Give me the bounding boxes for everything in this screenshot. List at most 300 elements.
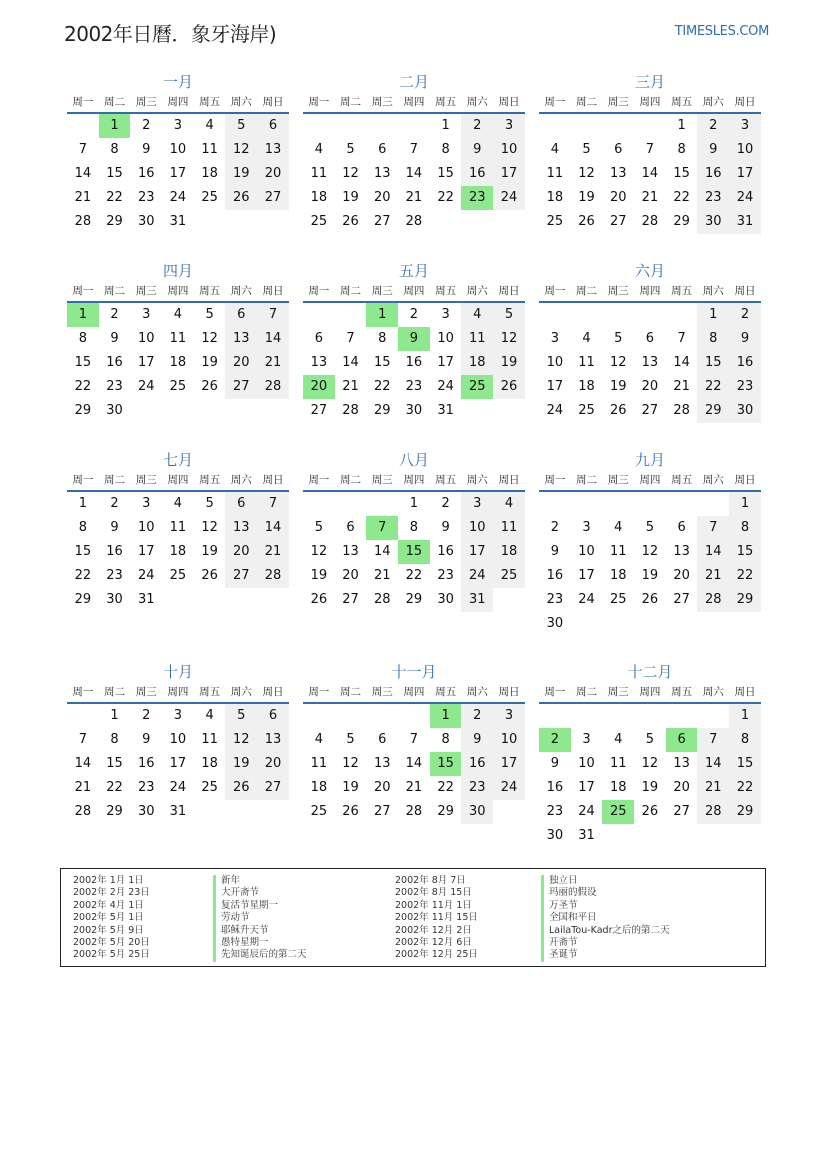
day-cell: 31	[169, 214, 187, 229]
day-cell: 30	[697, 210, 729, 234]
day-cell: 19	[225, 162, 257, 186]
day-cell: 6	[225, 303, 257, 327]
day-cell: 12	[342, 166, 359, 181]
day-cell: 23	[137, 190, 155, 205]
day-cell: 10	[461, 516, 493, 540]
day-cell: 11	[201, 732, 218, 747]
day-cell: 9	[461, 138, 493, 162]
weekday-label: 周四	[167, 686, 189, 698]
day-cell: 16	[137, 166, 155, 181]
day-cell: 21	[74, 780, 92, 795]
weekday-label: 周六	[466, 686, 488, 698]
day-cell: 17	[578, 780, 595, 795]
day-cell: 1	[78, 496, 87, 511]
month-name: 十二月	[627, 663, 673, 681]
day-cell: 9	[110, 520, 119, 535]
legend-holiday-name: 先知诞辰后的第二天	[213, 949, 307, 961]
day-cell: 15	[74, 355, 92, 370]
day-cell: 3	[582, 520, 591, 535]
day-cell: 18	[493, 540, 525, 564]
day-grid	[539, 492, 761, 636]
empty-cell	[303, 492, 335, 516]
day-cell: 5	[225, 114, 257, 138]
weekday-label: 周二	[576, 474, 598, 486]
empty-cell	[602, 492, 634, 516]
weekday-label: 周一	[72, 686, 94, 698]
day-cell: 31	[729, 210, 761, 234]
weekday-label: 周三	[371, 285, 393, 297]
day-cell: 7	[697, 728, 729, 752]
day-cell: 22	[106, 190, 123, 205]
day-cell: 24	[493, 186, 525, 210]
legend-holiday-name: 开斋节	[541, 937, 670, 949]
holiday-day-cell: 1	[430, 704, 462, 728]
empty-cell	[571, 303, 603, 327]
day-cell: 17	[169, 166, 187, 181]
empty-cell	[697, 492, 729, 516]
day-cell: 11	[310, 756, 328, 771]
weekday-label: 周五	[199, 285, 221, 297]
day-cell: 7	[257, 303, 289, 327]
day-cell: 1	[110, 708, 119, 723]
day-cell: 11	[201, 142, 218, 157]
weekday-label: 周二	[340, 686, 362, 698]
day-cell: 25	[169, 379, 187, 394]
day-cell: 29	[373, 403, 391, 418]
day-cell: 17	[546, 379, 564, 394]
day-cell: 10	[137, 520, 155, 535]
day-cell: 28	[697, 588, 729, 612]
day-cell: 29	[729, 588, 761, 612]
day-cell: 21	[342, 379, 359, 394]
day-cell: 7	[257, 492, 289, 516]
day-cell: 15	[106, 756, 123, 771]
day-cell: 4	[314, 142, 323, 157]
day-cell: 26	[201, 568, 218, 583]
legend-date: 2002年 8月 15日	[395, 887, 472, 899]
day-cell: 7	[346, 331, 355, 346]
weekday-label: 周六	[230, 285, 252, 297]
day-cell: 18	[578, 379, 595, 394]
day-cell: 21	[405, 190, 423, 205]
weekday-header	[67, 682, 289, 704]
legend-holiday-name: 复活节星期一	[213, 900, 307, 912]
day-cell: 31	[137, 592, 155, 607]
month-block	[539, 72, 761, 234]
day-cell: 25	[201, 190, 218, 205]
legend-date: 2002年 5月 9日	[73, 924, 144, 936]
weekday-label: 周三	[607, 285, 629, 297]
day-cell: 31	[437, 403, 454, 418]
day-cell: 9	[550, 544, 559, 559]
day-cell: 4	[614, 520, 623, 535]
day-cell: 18	[609, 780, 627, 795]
day-cell: 19	[225, 752, 257, 776]
day-cell: 19	[641, 780, 659, 795]
day-cell: 20	[342, 568, 359, 583]
page-title: 2002年日曆．象牙海岸)	[64, 22, 277, 46]
day-cell: 22	[373, 379, 391, 394]
day-cell: 15	[697, 351, 729, 375]
day-cell: 14	[257, 327, 289, 351]
weekday-label: 周六	[230, 474, 252, 486]
weekday-label: 周四	[167, 96, 189, 108]
weekday-label: 周六	[466, 474, 488, 486]
weekday-label: 周四	[403, 474, 425, 486]
day-cell: 11	[169, 331, 187, 346]
legend-holiday-name: 万圣节	[541, 900, 670, 912]
day-cell: 8	[697, 327, 729, 351]
day-cell: 11	[310, 166, 328, 181]
weekday-label: 周四	[167, 285, 189, 297]
day-cell: 17	[437, 355, 454, 370]
day-cell: 21	[373, 568, 391, 583]
day-cell: 10	[578, 756, 595, 771]
day-cell: 26	[201, 379, 218, 394]
month-name: 一月	[162, 73, 193, 91]
day-grid	[67, 492, 289, 612]
day-cell: 24	[461, 564, 493, 588]
day-cell: 21	[257, 351, 289, 375]
day-cell: 26	[641, 804, 659, 819]
day-cell: 27	[257, 776, 289, 800]
legend-holiday-name: 独立日	[541, 875, 670, 887]
day-cell: 29	[74, 592, 92, 607]
day-cell: 6	[645, 331, 655, 346]
day-cell: 4	[550, 142, 559, 157]
weekday-label: 周日	[498, 285, 520, 297]
weekday-label: 周六	[466, 96, 488, 108]
day-cell: 3	[461, 492, 493, 516]
day-cell: 29	[106, 804, 123, 819]
day-cell: 30	[461, 800, 493, 824]
day-cell: 24	[578, 592, 595, 607]
day-cell: 14	[342, 355, 359, 370]
day-cell: 24	[169, 780, 187, 795]
weekday-header	[539, 281, 761, 303]
weekday-label: 周五	[671, 686, 693, 698]
day-cell: 21	[405, 780, 423, 795]
day-cell: 15	[673, 166, 690, 181]
day-cell: 12	[609, 355, 627, 370]
day-cell: 23	[405, 379, 423, 394]
day-cell: 8	[110, 142, 119, 157]
month-name: 九月	[634, 451, 665, 469]
site-link[interactable]: TIMESLES.COM	[674, 24, 769, 39]
empty-cell	[539, 704, 571, 728]
holiday-day-cell: 9	[398, 327, 430, 351]
weekday-header	[303, 92, 525, 114]
legend-holiday-name: 新年	[213, 875, 307, 887]
day-cell: 22	[729, 776, 761, 800]
day-cell: 9	[110, 331, 119, 346]
day-cell: 25	[578, 403, 595, 418]
day-cell: 5	[346, 142, 355, 157]
empty-cell	[67, 704, 99, 728]
day-cell: 22	[673, 190, 690, 205]
month-name: 六月	[634, 262, 665, 280]
empty-cell	[602, 704, 634, 728]
legend-date: 2002年 2月 23日	[73, 887, 150, 899]
day-cell: 23	[137, 780, 155, 795]
day-cell: 21	[697, 776, 729, 800]
day-cell: 13	[257, 138, 289, 162]
day-grid	[67, 114, 289, 234]
day-grid	[539, 704, 761, 848]
day-cell: 13	[609, 166, 627, 181]
weekday-label: 周一	[308, 96, 330, 108]
day-cell: 29	[729, 800, 761, 824]
day-cell: 7	[645, 142, 655, 157]
empty-cell	[303, 114, 335, 138]
day-cell: 6	[614, 142, 623, 157]
day-cell: 29	[437, 804, 454, 819]
weekday-label: 周六	[702, 285, 724, 297]
day-cell: 14	[74, 756, 92, 771]
empty-cell	[666, 492, 698, 516]
day-cell: 18	[310, 190, 328, 205]
day-cell: 30	[546, 828, 564, 843]
empty-cell	[366, 704, 398, 728]
weekday-label: 周五	[199, 686, 221, 698]
month-block	[539, 261, 761, 423]
day-cell: 6	[378, 732, 387, 747]
month-block	[67, 72, 289, 234]
day-cell: 30	[137, 804, 155, 819]
day-cell: 10	[546, 355, 564, 370]
empty-cell	[634, 704, 666, 728]
empty-cell	[366, 114, 398, 138]
weekday-label: 周日	[262, 686, 284, 698]
day-cell: 9	[441, 520, 450, 535]
day-cell: 28	[405, 804, 423, 819]
weekday-label: 周四	[403, 285, 425, 297]
day-cell: 7	[697, 516, 729, 540]
weekday-label: 周一	[308, 285, 330, 297]
day-cell: 22	[106, 780, 123, 795]
day-grid	[303, 303, 525, 423]
day-cell: 24	[546, 403, 564, 418]
empty-cell	[303, 704, 335, 728]
weekday-label: 周日	[262, 285, 284, 297]
month-block	[539, 450, 761, 636]
day-cell: 31	[578, 828, 595, 843]
day-cell: 19	[201, 544, 218, 559]
legend-holiday-name: 劳动节	[213, 912, 307, 924]
day-cell: 31	[461, 588, 493, 612]
day-cell: 24	[729, 186, 761, 210]
day-cell: 12	[641, 544, 659, 559]
day-cell: 13	[373, 166, 391, 181]
day-cell: 28	[697, 800, 729, 824]
day-cell: 13	[641, 355, 659, 370]
day-cell: 13	[225, 516, 257, 540]
legend-holiday-name: 玛丽的假设	[541, 887, 670, 899]
empty-cell	[697, 704, 729, 728]
day-cell: 15	[74, 544, 92, 559]
day-grid	[67, 303, 289, 423]
day-cell: 8	[441, 142, 450, 157]
month-name: 七月	[162, 451, 193, 469]
day-cell: 28	[405, 214, 423, 229]
legend-holiday-name: 耶稣升天节	[213, 925, 307, 937]
holiday-day-cell: 25	[602, 800, 634, 824]
month-name: 四月	[162, 262, 193, 280]
day-cell: 26	[609, 403, 627, 418]
empty-cell	[634, 492, 666, 516]
day-cell: 11	[493, 516, 525, 540]
day-cell: 17	[493, 752, 525, 776]
day-cell: 24	[169, 190, 187, 205]
weekday-label: 周日	[734, 285, 756, 297]
weekday-label: 周日	[734, 686, 756, 698]
day-cell: 8	[441, 732, 450, 747]
legend-date: 2002年 1月 1日	[73, 875, 144, 886]
legend-left-dates	[73, 875, 150, 962]
day-cell: 1	[677, 118, 686, 133]
day-cell: 13	[225, 327, 257, 351]
legend-date: 2002年 11月 15日	[395, 912, 478, 924]
weekday-header	[539, 470, 761, 492]
day-cell: 2	[550, 520, 559, 535]
day-cell: 9	[142, 142, 151, 157]
empty-cell	[335, 492, 367, 516]
day-cell: 11	[169, 520, 187, 535]
day-cell: 13	[342, 544, 359, 559]
weekday-header	[539, 682, 761, 704]
day-cell: 6	[378, 142, 387, 157]
day-cell: 22	[729, 564, 761, 588]
day-cell: 28	[373, 592, 391, 607]
day-cell: 27	[225, 564, 257, 588]
weekday-label: 周四	[639, 474, 661, 486]
weekday-label: 周三	[371, 474, 393, 486]
day-cell: 19	[310, 568, 328, 583]
day-cell: 19	[609, 379, 627, 394]
weekday-label: 周二	[340, 96, 362, 108]
weekday-label: 周六	[230, 96, 252, 108]
holiday-day-cell: 15	[430, 752, 462, 776]
day-cell: 30	[546, 616, 564, 631]
weekday-label: 周二	[576, 285, 598, 297]
day-cell: 23	[729, 375, 761, 399]
day-cell: 17	[169, 756, 187, 771]
day-cell: 26	[578, 214, 595, 229]
day-cell: 17	[729, 162, 761, 186]
day-cell: 15	[729, 540, 761, 564]
day-cell: 6	[677, 520, 686, 535]
day-cell: 22	[437, 780, 454, 795]
month-block	[67, 662, 289, 824]
empty-cell	[303, 303, 335, 327]
day-cell: 28	[74, 214, 92, 229]
day-cell: 7	[78, 732, 87, 747]
weekday-label: 周一	[308, 686, 330, 698]
day-cell: 27	[373, 804, 391, 819]
day-cell: 8	[110, 732, 119, 747]
day-cell: 15	[106, 166, 123, 181]
day-cell: 23	[546, 592, 564, 607]
holiday-day-cell: 2	[539, 728, 571, 752]
day-cell: 8	[78, 331, 87, 346]
day-cell: 20	[673, 780, 690, 795]
day-cell: 16	[405, 355, 423, 370]
day-cell: 2	[110, 307, 119, 322]
weekday-label: 周一	[72, 474, 94, 486]
day-cell: 6	[346, 520, 355, 535]
legend-left-names	[213, 875, 307, 962]
day-cell: 7	[78, 142, 87, 157]
weekday-label: 周二	[104, 686, 126, 698]
weekday-label: 周二	[576, 96, 598, 108]
weekday-label: 周日	[734, 474, 756, 486]
day-cell: 20	[257, 752, 289, 776]
month-block	[303, 450, 525, 612]
day-cell: 1	[729, 704, 761, 728]
legend-holiday-name: 全国和平日	[541, 912, 670, 924]
legend-date: 2002年 5月 1日	[73, 912, 144, 924]
day-cell: 28	[342, 403, 359, 418]
day-cell: 2	[110, 496, 119, 511]
month-name: 二月	[398, 73, 429, 91]
day-cell: 30	[729, 399, 761, 423]
day-cell: 30	[437, 592, 454, 607]
day-cell: 12	[493, 327, 525, 351]
legend-right-dates	[395, 875, 478, 962]
day-cell: 16	[729, 351, 761, 375]
empty-cell	[602, 114, 634, 138]
day-cell: 15	[729, 752, 761, 776]
day-cell: 25	[546, 214, 564, 229]
day-cell: 16	[546, 568, 564, 583]
legend-date: 2002年 12月 6日	[395, 936, 472, 948]
weekday-label: 周二	[104, 96, 126, 108]
day-cell: 16	[137, 756, 155, 771]
weekday-header	[303, 682, 525, 704]
day-cell: 19	[201, 355, 218, 370]
empty-cell	[571, 704, 603, 728]
day-cell: 14	[405, 166, 423, 181]
day-grid	[539, 114, 761, 234]
weekday-label: 周二	[340, 285, 362, 297]
day-cell: 10	[729, 138, 761, 162]
holiday-legend	[60, 868, 766, 967]
day-cell: 23	[106, 568, 123, 583]
holiday-day-cell: 25	[461, 375, 493, 399]
weekday-label: 周四	[403, 96, 425, 108]
day-cell: 6	[257, 114, 289, 138]
weekday-label: 周五	[671, 96, 693, 108]
day-cell: 17	[578, 568, 595, 583]
weekday-label: 周日	[498, 686, 520, 698]
day-cell: 15	[437, 166, 454, 181]
day-cell: 21	[74, 190, 92, 205]
day-cell: 10	[493, 728, 525, 752]
day-cell: 7	[409, 142, 419, 157]
holiday-day-cell: 1	[366, 303, 398, 327]
day-cell: 3	[493, 704, 525, 728]
weekday-label: 周五	[435, 96, 457, 108]
day-cell: 10	[437, 331, 454, 346]
day-cell: 12	[310, 544, 328, 559]
month-name: 三月	[634, 73, 665, 91]
weekday-header	[539, 92, 761, 114]
legend-holiday-name: 圣诞节	[541, 949, 670, 961]
day-cell: 18	[201, 756, 218, 771]
empty-cell	[571, 114, 603, 138]
day-cell: 21	[257, 540, 289, 564]
day-cell: 11	[609, 544, 627, 559]
